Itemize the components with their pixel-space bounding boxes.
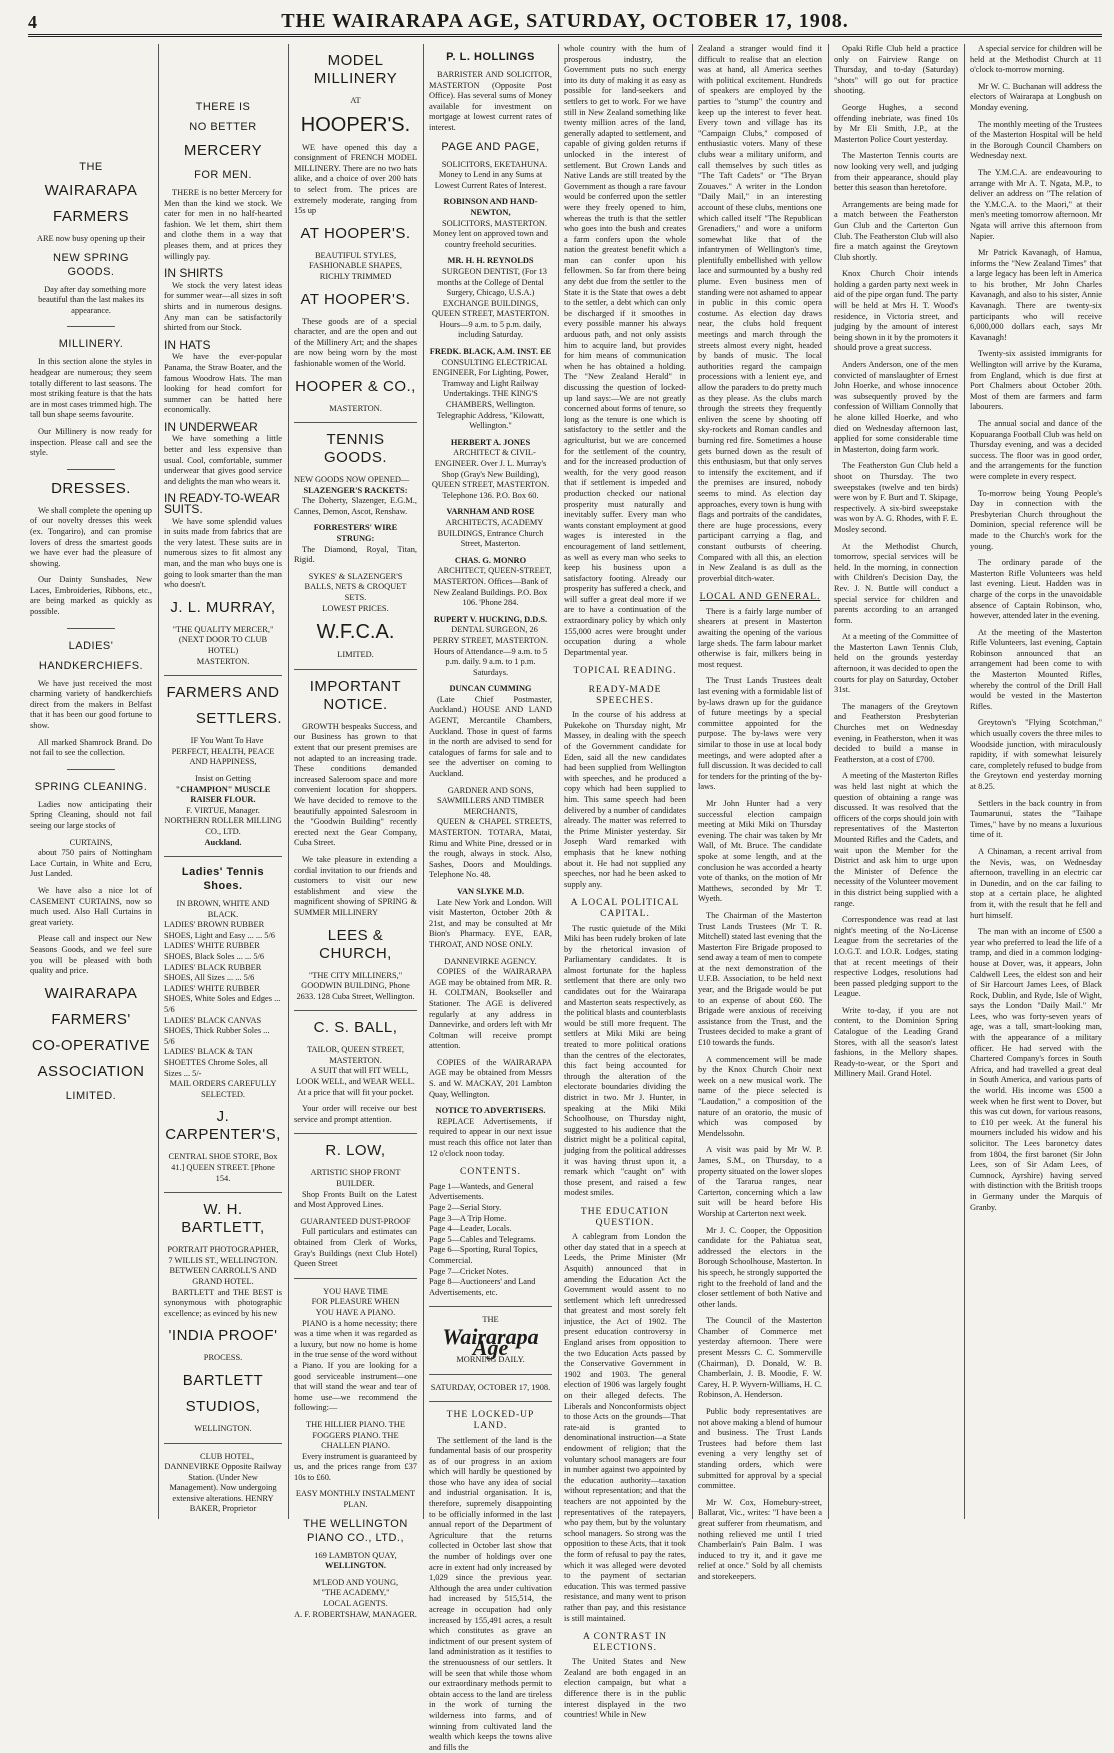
column-rule	[558, 44, 559, 1519]
advert-text: QUEEN & CHAPEL STREETS, MASTERTON. TOTARA, Matai, Rimu and White Pine, dressed or in the rough, always in stock. Also, Sashes, Doors and Mouldings. Telephone No. 48.	[429, 817, 552, 881]
news-item: Mr W. C. Buchanan will address the electors of Wairarapa at Longbush on Monday evening.	[970, 82, 1102, 114]
issue-date: SATURDAY, OCTOBER 17, 1908.	[429, 1383, 552, 1394]
advert-title: Ladies' Tennis Shoes.	[164, 865, 282, 893]
advert-text: MAIL ORDERS CAREFULLY SELECTED.	[164, 1079, 282, 1100]
advertiser-name: W. H. BARTLETT,	[164, 1201, 282, 1237]
column-rule	[158, 44, 159, 1519]
list-item: Page 8—Auctioneers' and Land Advertisements, etc.	[429, 1277, 552, 1298]
advertiser-tagline: "THE CITY MILLINERS,"	[294, 971, 417, 982]
advert-title: TENNIS GOODS.	[294, 431, 417, 467]
advert-title: MERCERY	[164, 142, 282, 160]
news-item: The ordinary parade of the Masterton Rifle Volunteers was held last evening. Lieut. Hadden was in charge of the corps in the unavoidable absence of Captain Robinson, who, however, attended later in the evening.	[970, 558, 1102, 622]
contents-list	[429, 1182, 552, 1299]
news-item: The Featherston Gun Club held a shoot on Thursday. The two sweepstakes (twelve and ten birds) were won by F. Burt and T. Skipage, respectively. A six-bird sweepstake was won by A. G. Rhodes, with F. E. Mosley second.	[834, 461, 958, 535]
list-item: Page 2—Serial Story.	[429, 1203, 552, 1214]
news-item: At the Methodist Church, tomorrow, special services will be held. In the morning, in connection with Children's Decision Day, the Rev. J. N. Buttle will conduct a special service for children and parents according to an arranged form.	[834, 542, 958, 627]
advert-text: All marked Shamrock Brand. Do not fail to see the collection.	[30, 738, 152, 759]
advert-text: SOLICITORS, EKETAHUNA. Money to Lend in any Sums at Lowest Current Rates of Interest.	[429, 160, 552, 192]
list-item: LADIES' BLACK CANVAS SHOES, Thick Rubber Soles ... 5/6	[164, 1016, 282, 1048]
advert-text: We have also a nice lot of CASEMENT CURTAINS, now so much used. Also Hall Curtains in great variety.	[30, 886, 152, 928]
advertiser-name: BARTLETT	[164, 1372, 282, 1390]
advert-text: IF You Want To Have PERFECT, HEALTH, PEACE AND HAPPINESS,	[164, 736, 282, 768]
news-item: The annual social and dance of the Kopuaranga Football Club was held on Thursday evening, and was a decided success. The floor was in good order, and the arrangements for the function were complete in every respect.	[970, 419, 1102, 483]
advert-text: BARTLETT and THE BEST is synonymous with photographic excellence; as evinced by his new	[164, 1288, 282, 1320]
article-title: THE EDUCATION QUESTION.	[564, 1207, 686, 1228]
advertiser-name: R. LOW,	[294, 1142, 417, 1160]
article-title: A LOCAL POLITICAL CAPITAL.	[564, 898, 686, 919]
news-item: The Council of the Masterton Chamber of Commerce met yesterday afternoon. There were present Messrs C. C. Sommerville (Chairman), D. Donald, W. B. Chamberlain, J. B. Moodie, F. W. Carey, H. P. Wyvern-Williams, H. C. Robinson, A. Henderson.	[698, 1316, 822, 1401]
news-item: A visit was paid by Mr W. P. James, S.M., on Thursday, to a property situated on the lower slopes of the Tararua ranges, near Carterton, concerning which a law suit will be heard before His Worship at Carterton next week.	[698, 1145, 822, 1219]
article-body: The United States and New Zealand are both engaged in an election campaign, but what a difference there is in the public interest displayed in the two countries! While in New	[564, 1657, 686, 1721]
advertiser-town: MASTERTON.	[164, 657, 282, 668]
advertiser-name: LEES & CHURCH,	[294, 927, 417, 963]
column-rule	[828, 44, 829, 1519]
news-item: Twenty-six assisted immigrants for Wellington will arrive by the Kurama, from England, which is due first at Port Chalmers about October 20th. Most of them are farmers and farm labourers.	[970, 349, 1102, 413]
masthead-subtitle: MORNING DAILY.	[429, 1355, 552, 1366]
advert-text: ARCHITECT, QUEEN-STREET, MASTERTON. Offices—Bank of New Zealand Buildings. P.O. Box 106. 'Phone 284.	[429, 566, 552, 608]
advert-title: IMPORTANT NOTICE.	[294, 678, 417, 714]
advert-text: CONSULTING ELECTRICAL ENGINEER, For Lighting, Power, Tramway and Light Railway Undertakings. THE KING'S CHAMBERS, Wellington. Telegraphic Address, "Kilowatt, Wellington."	[429, 358, 552, 432]
article-body: whole country with the hum of prosperous industry, the Government puts no such energy into its duty of making it as easy as possible for land-seekers and settlers to get to work. For we have still in New Zealand something like twenty million acres of the land, generally adapted to settlement, and capable of giving golden returns if unlocked in the interest of settlement. But Crown Lands and Native Lands are still treated by the Government as though a rare favour would be conferred upon the settler were they freely opened to him, whereas the truth is that the settler who goes into the bush and creates a farm confers upon the whole nation the greatest benefit which a man can confer upon his fellowmen. So far from there being any debt due from the settler to the State it is the State that owes a debt to the settler, a debt which can only be discharged if it smoothes in every possible manner his always arduous path, and not only assists him to acquire land, but provides for him means of communication when he has obtained a holding. The "New Zealand Herald" in discussing the question of locked-up land says:—We are not greatly concerned about forms of tenure, so long as the tenure is one which is satisfactory to the settler and the agriculturist, but we are concerned for the settlement of the country, and for the increased production of wealth, for the very good reason that if settlement is impeded and production checked our national prosperity must naturally and inevitably suffer. Every man who wants constant employment at good wages is interested in the encouragement of land settlement, as well as every man who seeks to keep his business upon a satisfactory footing. Already our prosperity has suffered a check, and will suffer a great deal more if we are to have a continuation of the extraordinary policy by which only 155,000 acres were brought under occupation during a whole Departmental year.	[564, 44, 686, 658]
list-item: Page 3—A Trip Home.	[429, 1214, 552, 1225]
advert-text: We have some splendid values in suits made from fabrics that are the very latest. These suits are in numerous sizes to fit almost any man, and the man who buys one is going to look smarter than the man who doesn't.	[164, 517, 282, 591]
contents-heading: CONTENTS.	[429, 1167, 552, 1178]
advert-text: In this section alone the styles in headgear are numerous; they seem totally different to last seasons. The most striking feature is that the hats are in most cases trimmed high. The tall bun shape seems favourite.	[30, 357, 152, 421]
news-item: The monthly meeting of the Trustees of the Masterton Hospital will be held in the Borough Council Chambers on Wednesday next.	[970, 120, 1102, 162]
advertiser-name: GARDNER AND SONS, SAWMILLERS AND TIMBER MERCHANTS,	[429, 786, 552, 818]
column-7-news	[834, 44, 958, 1519]
page-number: 4	[28, 12, 37, 33]
advertiser-name: FARMERS'	[30, 1011, 152, 1029]
advertiser-address: LOCAL AGENTS.	[294, 1599, 417, 1610]
advert-text: COPIES of the WAIRARAPA AGE may be obtained from MR. R. H. COLTMAN, Bookseller and Stationer. The AGE is delivered regularly at any address in Dannevirke, and orders left with Mr Coltman will receive prompt attention.	[429, 967, 552, 1052]
advert-text: THERE is no better Mercery for Men than the kind we stock. We cater for men in no half-hearted fashion. We let them, shirt them and clothe them in a way that pleases them, and at prices they willingly pay.	[164, 188, 282, 262]
section-heading: SPRING CLEANING.	[30, 780, 152, 794]
advertiser-name: CHAS. G. MONRO	[429, 556, 552, 567]
column-3-adverts	[294, 44, 417, 1519]
column-6-local-news	[698, 44, 822, 1519]
column-4-notices	[429, 44, 552, 1519]
advert-text: BEAUTIFUL STYLES, FASHIONABLE SHAPES, RICHLY TRIMMED	[294, 251, 417, 283]
advert-text: The Doherty, Slazenger, E.G.M., Cannes, Demon, Ascot, Renshaw.	[294, 496, 417, 517]
list-item: Page 4—Leader, Locals.	[429, 1224, 552, 1235]
advertiser-address: (NEXT DOOR TO CLUB HOTEL)	[164, 635, 282, 656]
leader-title: THE LOCKED-UP LAND.	[429, 1410, 552, 1431]
section-heading: LOCAL AND GENERAL.	[698, 592, 822, 603]
advertiser-name: MR. H. H. REYNOLDS	[429, 256, 552, 267]
news-item: The managers of the Greytown and Featherston Presbyterian Churches met on Wednesday evening, in Featherston, when it was decided to build a manse in Featherston, at a cost of £700.	[834, 702, 958, 766]
advert-text: SURGEON DENTIST, (For 13 months at the College of Dental Surgery, Chicago, U.S.A.) EXCHANGE BUILDINGS, QUEEN STREET, MASTERTON. Hours—9 a.m. to 5 p.m. daily, including Saturday.	[429, 267, 552, 341]
advert-title: SETTLERS.	[164, 710, 282, 728]
section-heading: DANNEVIRKE AGENCY.	[429, 957, 552, 968]
advert-text: DENTAL SURGEON, 26 PERRY STREET, MASTERTON. Hours of Attendance—9 a.m. to 5 p.m. daily. 9 a.m. to 1 p.m. Saturdays.	[429, 625, 552, 678]
advert-title: FOR PLEASURE WHEN	[294, 1297, 417, 1308]
advert-text: F. VIRTUE, Manager.	[164, 806, 282, 817]
advert-text: Your order will receive our best service and prompt attention.	[294, 1104, 417, 1125]
advertiser-name: J. CARPENTER'S,	[164, 1108, 282, 1144]
section-heading: LADIES'	[30, 639, 152, 653]
news-item: Knox Church Choir intends holding a garden party next week in aid of the pipe organ fund. The party will be held at Mrs H. T. Wood's residence, in Victoria street, and judging by the amount of interest being shown in it by the promoters it should prove a great success.	[834, 269, 958, 354]
advert-text: ARCHITECTS, ACADEMY BUILDINGS, Entrance Church Street, Masterton.	[429, 518, 552, 550]
advertiser-name: C. S. BALL,	[294, 1019, 417, 1037]
section-heading: IN HATS	[164, 340, 282, 351]
news-item: Anders Anderson, one of the men convicted of manslaughter of Ernest John Hoerke, and whose innocence was subsequently proved by the confession of William Connolly that he alone killed Hoerke, and who died on Wednesday afternoon last, applied for some considerable time in Masterton, doing farm work.	[834, 360, 958, 455]
advertiser-name: P. L. HOLLINGS	[429, 50, 552, 64]
advert-title: NO BETTER	[164, 120, 282, 134]
advert-text: We have something a little better and less expensive than usual. Cool, comfortable, summer underwear that gives good service and delights the man who wears it.	[164, 434, 282, 487]
advert-text: We have just received the most charming variety of handkerchiefs direct from the makers in Belfast that it has been our good fortune to show.	[30, 679, 152, 732]
advertiser-address: GOODWIN BUILDING, Phone 2633. 128 Cuba Street, Wellington.	[294, 981, 417, 1002]
advertiser-town: WELLINGTON.	[164, 1424, 282, 1435]
column-rule	[288, 44, 289, 1519]
advertiser-tagline: "THE QUALITY MERCER,"	[164, 625, 282, 636]
advert-text: CLUB HOTEL, DANNEVIRKE Opposite Railway Station. (Under New Management). Now undergoing extensive alterations. HENRY BAKER, Proprietor	[164, 1452, 282, 1516]
news-item: Mr Patrick Kavanagh, of Hamua, informs the "New Zealand Times" that a large legacy has been left in America to his brother, Mr John Charles Kavanagh, and also to his sister, Annie Kavanagh. There are twenty-six participants who will receive 6,000,000 dollars each, says Mr Kavanagh!	[970, 248, 1102, 343]
advert-text: A SUIT that will FIT WELL, LOOK WELL, and WEAR WELL. At a price that will fit your pocket.	[294, 1066, 417, 1098]
advert-text: Shop Fronts Built on the Latest and Most Approved Lines.	[294, 1190, 417, 1211]
news-item: Mr John Hunter had a very successful election campaign meeting at Miki Miki on Thursday evening. The chair was taken by Mr Wall, of Mt. Bruce. The candidate spoke at some length, and at the conclusion he was accorded a hearty vote of thanks, on the motion of Mr Matthews, seconded by Mr T. Wyeth.	[698, 799, 822, 905]
column-rule	[692, 44, 693, 1519]
advertiser-manager: A. F. ROBERTSHAW, MANAGER.	[294, 1610, 417, 1621]
news-item: George Hughes, a second offending inebriate, was fined 10s by Mr Eli Smith, J.P., at the Masterton Police Court yesterday.	[834, 103, 958, 145]
advertiser-name: ASSOCIATION	[30, 1063, 152, 1081]
advert-text: Our Millinery is now ready for inspection. Please call and see the style.	[30, 427, 152, 459]
advert-text: PIANO is a home necessity; there was a time when it was regarded as a luxury, but now no home is home in the true sense of the word without a Piano. If you are looking for a good serviceable instrument—one that will stand the wear and tear of home use—we recommend the following:—	[294, 1319, 417, 1414]
list-item: LADIES' BLACK RUBBER SHOES, All Sizes ... ... 5/6	[164, 963, 282, 984]
advert-title: AT HOOPER'S.	[294, 225, 417, 243]
section-heading: CURTAINS,	[30, 838, 152, 849]
section-heading: TOPICAL READING.	[564, 666, 686, 677]
advert-text: GROWTH bespeaks Success, and our Business has grown to that extent that our present premises are not adapted to an increasing trade. These conditions demanded increased Saleroom space and more convenient location for shoppers. We have decided to remove to the beautifully appointed Salesroom in the "Goodwin Building" recently erected next the Gear Company, Cuba Street.	[294, 722, 417, 849]
product-name: "CHAMPION" MUSCLE RAISER FLOUR.	[164, 785, 282, 806]
news-item: There is a fairly large number of shearers at present in Masterton awaiting the opening of the various large sheds. The farm labour market otherwise is fair, milkers being in most request.	[698, 607, 822, 671]
news-item: A commencement will be made by the Knox Church Choir next week on a new musical work. The name of the piece selected is "Laudation," a composition of the nature of an oratorio, the music of which was composed by Mendelssohn.	[698, 1055, 822, 1140]
news-item: The Chairman of the Masterton Trust Lands Trustees (Mr T. R. Mitchell) stated last evening that the Masterton Fire Brigade proposed to send away a team of men to compete at the next demonstration of the U.F.B. Association, to be held next year, and the Brigade would be put to an expense of about £60. The Brigade were anxious of receiving assistance from the Trust, and the Trustees decided to make a grant of £10 towards the funds.	[698, 911, 822, 1049]
news-item: A special service for children will be held at the Methodist Church at 11 o'clock to-morrow morning.	[970, 44, 1102, 76]
masthead-the: THE	[429, 1315, 552, 1326]
news-item: To-morrow being Young People's Day in connection with the Presbyterian Church throughout the Dominion, special reference will be made to the Church's work for the young.	[970, 489, 1102, 553]
news-item: The man with an income of £500 a year who preferred to lead the life of a tramp, and died in a common lodging-house at Dover, was, it appears, John Caldwell Lees, the eldest son and heir of Sir Harcourt James Lees, of Black Rock, Dublin, and Ryde, Isle of Wight, says the London "Daily Mail." Mr Lees, who was forty-seven years of age, was a tall, smart-looking man, with the appearance of a military officer. He had served with the Chartered Company's forces in South Africa, and had travelled a great deal in South America, and various parts of the world. His income was £500 a week when he first went to Dover, but this was cut down, for various reasons, to £10 per week. At the funeral his mourners included his widow and his solicitor. The Lees baronetcy dates from 1804, the first baronet (Sir John Lees, son of Sir Adam Lees, of Cumnock, Ayrshire) having served with distinction with the British troops in Germany under the Marquis of Granby.	[970, 927, 1102, 1213]
advert-title: THE	[30, 160, 152, 174]
advertiser-name: ROBINSON AND HAND-NEWTON,	[429, 197, 552, 218]
advert-text: SOLICITORS, MASTERTON. Money lent on approved town and country freehold securities.	[429, 219, 552, 251]
advert-text: We take pleasure in extending a cordial invitation to our friends and customers to visit our new establishment and view the magnificent showing of SPRING & SUMMER MILLINERY	[294, 855, 417, 919]
advert-text: ARE now busy opening up their	[30, 234, 152, 245]
advertiser-address: 169 LAMBTON QUAY,	[294, 1551, 417, 1562]
news-item: Opaki Rifle Club held a practice only on Fairview Range on Thursday, and to-day (Saturday) "shots" will go out for practice shooting.	[834, 44, 958, 97]
news-item: Mr J. C. Cooper, the Opposition candidate for the Pahiatua seat, addressed the electors in the Borough Schoolhouse, Masterton. In his speech, he strongly supported the right to the freehold of land and the closer settlement of both Native and other lands.	[698, 1226, 822, 1311]
advert-title: THERE IS	[164, 100, 282, 114]
advert-text: Ladies now anticipating their Spring Cleaning, should not fail seeing our large stocks of	[30, 800, 152, 832]
advert-text: SYKES' & SLAZENGER'S BALLS, NETS & CROQUET SETS.	[294, 572, 417, 604]
advertiser-name: DUNCAN CUMMING	[429, 684, 552, 695]
advertiser-suffix: LIMITED.	[294, 650, 417, 661]
list-item: Page 5—Cables and Telegrams.	[429, 1235, 552, 1246]
news-item: Settlers in the back country in from Taumarunui, states the "Taihape Times," have by no means a luxurious time of it.	[970, 799, 1102, 841]
advertiser-name: VARNHAM AND ROSE	[429, 507, 552, 518]
advertiser-name: LIMITED.	[30, 1089, 152, 1103]
section-heading: IN READY-TO-WEAR SUITS.	[164, 493, 282, 514]
advertiser-town: Auckland.	[164, 838, 282, 849]
column-8-news	[970, 44, 1102, 1519]
advert-text: EASY MONTHLY INSTALMENT PLAN.	[294, 1489, 417, 1510]
advertiser-name: THE WELLINGTON PIANO CO., LTD.,	[294, 1517, 417, 1545]
advert-text: Late New York and London. Will visit Masterton, October 20th & 21st, and may be consulted at Mr Bion's Pharmacy. EYE, EAR, THROAT, AND NOSE ONLY.	[429, 898, 552, 951]
news-item: Public body representatives are not above making a blend of humour and business. The Trust Lands Trustees had before them last evening a very lengthy set of standing orders, which were submitted for approval by a special committee.	[698, 1407, 822, 1492]
section-heading: NOTICE TO ADVERTISERS.	[429, 1106, 552, 1117]
article-body: In the course of his address at Pukekohe on Thursday night, Mr Massey, in dealing with the speech of the Government candidate for Eden, said all the new candidates had been supplied from Wellington with speeches, and he produced a copy which had been supplied to him. This same speech had been delivered by a number of candidates already. The matter was referred to the Prime Minister yesterday. Sir Joseph Ward remarked with emphasis that he knew nothing about it. He had not supplied any speeches, nor had he been asked to supply any.	[564, 710, 686, 890]
section-heading: IN SHIRTS	[164, 268, 282, 279]
advertiser-name: W.F.C.A.	[294, 620, 417, 644]
list-item: LADIES' WHITE RUBBER SHOES, White Soles and Edges ... 5/6	[164, 984, 282, 1016]
advert-text: BARRISTER AND SOLICITOR, MASTERTON (Opposite Post Office). Has several sums of Money available for investment on mortgage at lowest current rates of interest.	[429, 70, 552, 134]
advertiser-address: TAILOR, QUEEN STREET, MASTERTON.	[294, 1045, 417, 1066]
advertiser-town: WELLINGTON.	[294, 1561, 417, 1572]
news-item: A meeting of the Masterton Rifles was held last night at which the question of obtaining a range was discussed. It was resolved that the officers of the corps should join with representatives of the Masterton Mounted Rifles and the Cadets, and wait upon the Member for the District and ask him to urge upon the Minister of Defence the necessity of the Volunteer movement in this district being supplied with a range.	[834, 771, 958, 909]
advert-text: NEW GOODS NOW OPENED—	[294, 475, 417, 486]
list-item: LADIES' WHITE RUBBER SHOES, Black Soles ... ... 5/6	[164, 941, 282, 962]
column-5-editorial	[564, 44, 686, 1519]
news-item: Greytown's "Flying Scotchman," which usually covers the three miles to Woodside junction, with miraculously rapidity, if with somewhat leisurely care, completely refused to budge from the Greytown end yesterday morning at 8.25.	[970, 718, 1102, 792]
advert-title: MODEL MILLINERY	[294, 52, 417, 88]
advert-title: FARMERS	[30, 208, 152, 226]
article-body: A cablegram from London the other day stated that in a speech at Leeds, the Prime Minister (Mr Asquith) announced that in amending the Education Act the Government would assent to no settlement which left unredressed that greatest and most sorely felt injustice, the Act of 1902. The present education controversy in England arises from opposition to the two Education Acts passed by the Conservative Government in 1902 and 1903. The general election of 1906 was largely fought on their alleged defects. The Liberals and Nonconformists object to those Acts on the grounds—That rate-aid is granted to denominational instruction—a State endowment of religion; that the voluntary school managers are four in number against two appointed by the education authority—taxation without representation; and that the teachers are not appointed by the representatives of the ratepayers, who pay them, but by the voluntary school managers. So strong was the opposition to these Acts, that it took the form of refusal to pay the rates, which it was alleged were devoted to the payment of sectarian education. This was termed passive resistance, and many went to prison rather than pay, and this resistance is still maintained.	[564, 1232, 686, 1624]
article-body: The rustic quietude of the Miki Miki has been rudely broken of late by the rhetorical invasion of Parliamentary candidates. It is almost fortunate for the hapless settlement that there are only two candidates out for the Wairarapa and Masterton seats respectively, as the political blasts and counterblasts would be still more frequent. The settlers at Miki Miki are being treated to more political orations than the centres of the electorates, this fact being accounted for through the alteration of the electorate boundaries dividing the district in two. Mr J. Hunter, in speaking at the Miki Miki Schoolhouse, on Thursday night, suggested to his audience that the district might be a political capital, judging from the political addresses it was having thrust upon it, a remark which "caught on" with those present, and raised a few modest smiles.	[564, 924, 686, 1199]
advertiser-tagline: ARTISTIC SHOP FRONT BUILDER.	[294, 1168, 417, 1189]
article-body: The settlement of the land is the fundamental basis of our prosperity as of our progress in an axiom which will hardly be questioned by those who have any idea of social and industrial organisation. It is, therefore, supremely disappointing to be officially informed in the last annual report of the Department of Agriculture that the returns collected in October last show that the number of holdings over one acre in extent had only increased by 1,029 since the previous year. Although the area under cultivation had increased by 515,514, the acreage in occupation had only increased by 155,491 acres, a result which constitutes as grave an indictment of our present system of land administration as it testifies to the strenuousness of our settlers. It will be seen that while those whom our extraordinary methods permit to obtain access to the land are tireless in the work of turning the wilderness into farms, and of winning from cultivated land the wealth which keeps the towns alive and fills the	[429, 1436, 552, 1753]
advert-text: THE HILLIER PIANO. THE FOGGERS PIANO. THE CHALLEN PIANO.	[294, 1420, 417, 1452]
advert-text: Insist on Getting	[164, 774, 282, 785]
advert-title: YOU HAVE A PIANO.	[294, 1308, 417, 1319]
advert-title: FARMERS AND	[164, 684, 282, 702]
list-item: Page 7—Cricket Notes.	[429, 1267, 552, 1278]
article-title: A CONTRAST IN ELECTIONS.	[564, 1632, 686, 1653]
advert-text: The Diamond, Royal, Titan, Rigid.	[294, 545, 417, 566]
section-heading: HANDKERCHIEFS.	[30, 659, 152, 673]
advertiser-name: CO-OPERATIVE	[30, 1037, 152, 1055]
article-title: READY-MADE SPEECHES.	[564, 685, 686, 706]
section-heading: FORRESTERS' WIRE STRUNG:	[294, 523, 417, 544]
news-item: Correspondence was read at last night's meeting of the No-License League from the secretaries of the I.O.G.T. and I.O.R. Lodges, stating that at recent meetings of their respective Lodges, resolutions had been passed pledging support to the League.	[834, 915, 958, 1000]
advertiser-name: J. L. MURRAY,	[164, 599, 282, 617]
advert-text: We shall complete the opening up of our novelty dresses this week (ex. Tongariro), and can promise lovers of dress the smartest goods we have ever had the pleasure of showing.	[30, 506, 152, 570]
news-item: Mr W. Cox, Homebury-street, Ballarat, Vic., writes: "I have been a great sufferer from rheumatism, and nothing relieved me until I tried Chamberlain's Pain Balm. I was induced to try it, and it gave me relief at once." Sold by all chemists and storekeepers.	[698, 1498, 822, 1583]
advertiser-name: NORTHERN ROLLER MILLING CO., LTD.	[164, 816, 282, 837]
advertiser-address: 7 WILLIS ST., WELLINGTON. BETWEEN CARROLL'S AND GRAND HOTEL.	[164, 1256, 282, 1288]
article-body: Zealand a stranger would find it difficult to realise that an election was at hand, all America seethes with political excitement. Hundreds of speakers are employed by the parties to "stump" the country and keep up the interest to fever heat. Every town and village has its "Campaign Clubs," composed of enthusiastic voters. Many of these clubs wear a military uniform, and call themselves by such titles as "The Taft Cadets" or "The Bryan Zouaves." A writer in the London "Daily Mail," in an interesting account of these clubs, mentions one which called itself "The Republican Grenadiers," and wore a uniform somewhat like that of the infantrymen of Wellington's time, plentifully embellished with yellow lace and surmounted by a bushy red plume. Even business men of standing were not ashamed to appear in public in this comic opera costume. As election day draws near, the clubs hold frequent meetings and march through the streets almost every night, headed by bands of music. The local authorities regard the campaign processions with a lenient eye, and allow the paraders to do pretty much as they please. As the clubs march through the streets they frequently enliven the scene by shooting off sky-rockets and Roman candles and burning red fire. Sometimes a house gets burned down as the result of this enthusiasm, but that only serves to intensify the excitement, and if the premises are insured, nobody seems to mind. As election day approaches, every town is hung with flags and portraits of the candidates, there are huge processions, every participant carrying a flag, and constant outbursts of cheering. Compared with all this, an election in New Zealand is as dull as the proverbial ditch-water.	[698, 44, 822, 584]
advertiser-name: HOOPER & CO.,	[294, 378, 417, 396]
column-rule	[964, 44, 965, 1519]
advert-text: COPIES of the WAIRARAPA AGE may be obtained from Messrs S. and W. MACKAY, 201 Lambton Quay, Wellington.	[429, 1058, 552, 1100]
advert-text: LOWEST PRICES.	[294, 604, 417, 615]
advert-text: PROCESS.	[164, 1353, 282, 1364]
advertiser-name: M'LEOD AND YOUNG,	[294, 1578, 417, 1589]
advert-title: HOOPER'S.	[294, 113, 417, 137]
list-item: LADIES' BLACK & TAN SHOETTES Chrome Soles, all Sizes ... 5/-	[164, 1047, 282, 1079]
advert-text: Please call and inspect our New Seasons Goods, and we feel sure you will be pleased with both quality and price.	[30, 934, 152, 976]
advert-text: We stock the very latest ideas for summer wear—all sizes in soft shirts and in numerous designs. Any man can be satisfactorily shirted from our Stock.	[164, 281, 282, 334]
advert-text: Full particulars and estimates can obtained from Clerk of Works, Gray's Buildings (next Club Hotel) Queen Street	[294, 1227, 417, 1269]
advert-text: about 750 pairs of Nottingham Lace Curtain, in White and Ecru, Just Landed.	[30, 848, 152, 880]
section-heading: DRESSES.	[30, 480, 152, 498]
advertiser-name: STUDIOS,	[164, 1398, 282, 1416]
news-item: Write to-day, if you are not content, to the Dominion Spring Catalogue of the Leading Grand Stores, with all the season's latest fashions, in the Mellory shapes. Ready-to-wear, or the Sport and Millinery Mail. Grand Hotel.	[834, 1006, 958, 1080]
column-rule	[423, 44, 424, 1519]
news-item: At a meeting of the Committee of the Masterton Lawn Tennis Club, held on the grounds yesterday afternoon, it was decided to open the courts for play on Saturday, October 31st.	[834, 632, 958, 696]
news-item: The Trust Lands Trustees dealt last evening with a formidable list of by-laws drawn up for the guidance of future meetings by a special committee appointed for the purpose. The by-laws were very similar to those in use at local body meetings, and were adopted after a full discussion. It was decided to call for tenders for the printing of the by-laws.	[698, 676, 822, 793]
advert-text: GUARANTEED DUST-PROOF	[294, 1217, 417, 1228]
newspaper-title: THE WAIRARAPA AGE, SATURDAY, OCTOBER 17, 1908.	[28, 10, 1102, 33]
advert-title: AT	[294, 96, 417, 107]
advert-text: REPLACE Advertisements, if required to appear in our next issue must reach this office not later than 12 o'clock noon today.	[429, 1117, 552, 1159]
list-item: Page 1—Wanteds, and General Advertisements.	[429, 1182, 552, 1203]
advert-text: We have the ever-popular Panama, the Straw Boater, and the famous Woodrow Hats. The man looking for head comfort for summer can be hatted here economically.	[164, 352, 282, 416]
advert-title: FOR MEN.	[164, 168, 282, 182]
news-item: At the meeting of the Masterton Rifle Volunteers, last evening, Captain Robinson announced that an arrangement had been come to with the Masterton Mounted Rifles, whereby the control of the Drill Hall would be vested in the Masterton Rifles.	[970, 628, 1102, 713]
section-heading: MILLINERY.	[30, 337, 152, 351]
column-1-farmers-advert	[30, 44, 152, 1519]
advert-title: AT HOOPER'S.	[294, 291, 417, 309]
advert-title: YOU HAVE TIME	[294, 1287, 417, 1298]
news-item: The Y.M.C.A. are endeavouring to arrange with Mr A. T. Ngata, M.P., to deliver an address on "The relation of the Y.M.C.A. to the Maori," at their men's meeting tomorrow afternoon. Mr Ngata will arrive this afternoon from Napier.	[970, 168, 1102, 242]
advertiser-name: WAIRARAPA	[30, 985, 152, 1003]
advertiser-name: RUPERT V. HUCKING, D.D.S.	[429, 615, 552, 626]
news-item: The Masterton Tennis courts are now looking very well, and judging from their appearance, should play better this season than heretofore.	[834, 151, 958, 193]
advert-subtitle: IN BROWN, WHITE AND BLACK.	[164, 899, 282, 920]
advert-text: Every instrument is guaranteed by us, and the prices range from £37 10s to £60.	[294, 1452, 417, 1484]
list-item: LADIES' BROWN RUBBER SHOES, Light and Easy ... ... 5/6	[164, 920, 282, 941]
advert-text: (Late Chief Postmaster, Auckland.) HOUSE AND LAND AGENT, Mercantile Chambers, Auckland. Those in quest of farms in the north are advised to send for catalogues of farms for sale and to see the advertiser on coming to Auckland.	[429, 695, 552, 780]
advertiser-name: HERBERT A. JONES	[429, 438, 552, 449]
product-name: 'INDIA PROOF'	[164, 1327, 282, 1345]
advert-text: ARCHITECT & CIVIL-ENGINEER. Over J. L. Murray's Shop (Gray's New Building), QUEEN STREET, MASTERTON. Telephone 136. P.O. Box 60.	[429, 448, 552, 501]
section-heading: IN UNDERWEAR	[164, 422, 282, 433]
advertiser-tagline: PORTRAIT PHOTOGRAPHER,	[164, 1245, 282, 1256]
news-item: Arrangements are being made for a match between the Featherston Gun Club and the Carterton Gun Club. The Featherston Club will also fire a match against the Greytown Club shortly.	[834, 200, 958, 264]
section-heading: SLAZENGER'S RACKETS:	[294, 486, 417, 497]
advertiser-name: FREDK. BLACK, A.M. INST. EE	[429, 347, 552, 358]
page-header	[28, 8, 1102, 37]
section-heading: NEW SPRING GOODS.	[30, 251, 152, 279]
shoe-list	[164, 920, 282, 1079]
advert-title: WAIRARAPA	[30, 182, 152, 200]
masthead: Wairarapa Age	[429, 1332, 552, 1353]
advertiser-tagline: "THE ACADEMY,"	[294, 1588, 417, 1599]
news-item: A Chinaman, a recent arrival from the Nevis, was, on Wednesday afternoon, travelling in an electric car in Dunedin, and on the car failing to stop at a certain place, he alighted from it, with the result that he fell and hurt himself.	[970, 847, 1102, 921]
advert-text: Day after day something more beautiful than the last makes its appearance.	[30, 285, 152, 317]
advertiser-town: MASTERTON.	[294, 404, 417, 415]
list-item: Page 6—Sporting, Rural Topics, Commercial.	[429, 1245, 552, 1266]
advertiser-address: CENTRAL SHOE STORE, Box 41.] QUEEN STREET. [Phone 154.	[164, 1152, 282, 1184]
advertiser-name: VAN SLYKE M.D.	[429, 887, 552, 898]
column-2-adverts	[164, 44, 282, 1519]
advert-text: Our Dainty Sunshades, New Laces, Embroideries, Ribbons, etc., are being marked as quickly as possible.	[30, 575, 152, 617]
advert-text: WE have opened this day a consignment of FRENCH MODEL MILLINERY. There are no two hats alike, and a choice of over 200 hats to select from. The prices are extremely moderate, ranging from 15s up	[294, 143, 417, 217]
advertiser-name: PAGE AND PAGE,	[429, 140, 552, 154]
advert-text: These goods are of a special character, and are the open and out of the Millinery Art; and the shapes are now being worn by the most fashionable women of the World.	[294, 317, 417, 370]
